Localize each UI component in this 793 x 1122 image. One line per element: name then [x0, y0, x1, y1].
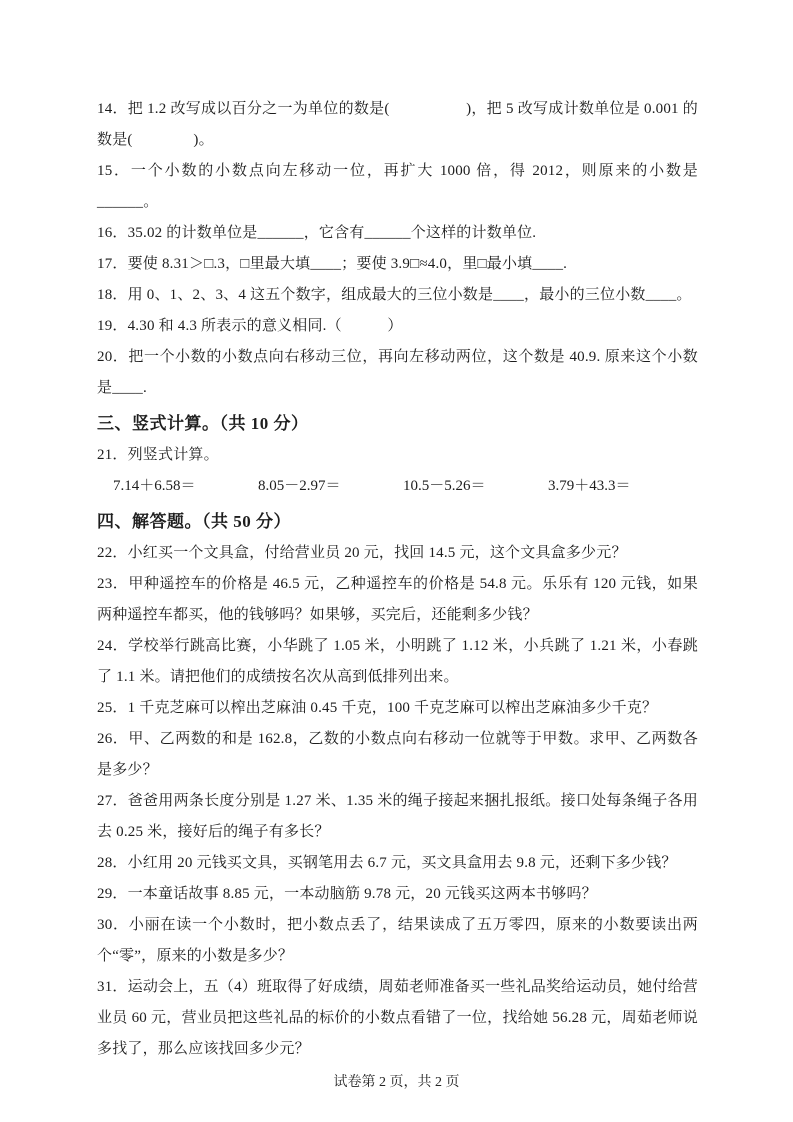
page-number-text: 试卷第 2 页，共 2 页 [333, 1075, 460, 1090]
question-29: 29．一本童话故事 8.85 元，一本动脑筋 9.78 元，20 元钱买这两本书够吗？ [97, 886, 597, 902]
question-15: 15．一个小数的小数点向左移动一位，再扩大 1000 倍，得 2012，则原来的小数是______。 [97, 163, 698, 210]
question-21: 21．列竖式计算。 [97, 447, 219, 463]
question-14: 14．把 1.2 改写成以百分之一为单位的数是( )，把 5 改写成计数单位是 0.001 的数是( )。 [97, 101, 698, 148]
question-19: 19．4.30 和 4.3 所表示的意义相同.（ ） [97, 318, 403, 334]
vertical-calculation-section [97, 408, 698, 502]
page-footer [0, 1072, 793, 1094]
question-27: 27．爸爸用两条长度分别是 1.27 米、1.35 米的绳子接起来捆扎报纸。接口处每条绳子各用去 0.25 米，接好后的绳子有多长？ [97, 793, 698, 840]
question-30: 30．小丽在读一个小数时，把小数点丢了，结果读成了五万零四，原来的小数要读出两个“零”，原来的小数是多少？ [97, 917, 698, 964]
equation-row [97, 471, 698, 502]
section-4-heading: 四、解答题。（共 50 分） [97, 512, 291, 531]
question-31: 31．运动会上，五（4）班取得了好成绩，周茹老师准备买一些礼品奖给运动员，她付给营业员 60 元，营业员把这些礼品的标价的小数点看错了一位，找给她 56.28 元，周茹老师说多找了，那么应该找回多少元？ [97, 979, 698, 1057]
question-17: 17．要使 8.31＞□.3，□里最大填____；要使 3.9□≈4.0，里□最小填____. [97, 256, 568, 272]
question-28: 28．小红用 20 元钱买文具，买钢笔用去 6.7 元，买文具盒用去 9.8 元，还剩下多少钱？ [97, 855, 677, 871]
question-23: 23．甲种遥控车的价格是 46.5 元，乙种遥控车的价格是 54.8 元。乐乐有 120 元钱，如果两种遥控车都买，他的钱够吗？如果够，买完后，还能剩多少钱？ [97, 576, 698, 623]
question-18: 18．用 0、1、2、3、4 这五个数字，组成最大的三位小数是____，最小的三位小数____。 [97, 287, 692, 303]
equation-3: 10.5－5.26＝ [403, 478, 486, 494]
question-22: 22．小红买一个文具盒，付给营业员 20 元，找回 14.5 元，这个文具盒多少元？ [97, 545, 627, 561]
question-20: 20．把一个小数的小数点向右移动三位，再向左移动两位，这个数是 40.9. 原来这个小数是____. [97, 349, 698, 396]
section-3-heading: 三、竖式计算。（共 10 分） [97, 414, 309, 433]
question-25: 25．1 千克芝麻可以榨出芝麻油 0.45 千克，100 千克芝麻可以榨出芝麻油多少千克？ [97, 700, 658, 716]
exam-content [97, 94, 698, 1065]
equation-1: 7.14＋6.58＝ [113, 478, 196, 494]
question-16: 16．35.02 的计数单位是______，它含有______个这样的计数单位. [97, 225, 537, 241]
question-26: 26．甲、乙两数的和是 162.8，乙数的小数点向右移动一位就等于甲数。求甲、乙两数各是多少？ [97, 731, 698, 778]
equation-4: 3.79＋43.3＝ [548, 478, 631, 494]
fill-in-blank-section [97, 94, 698, 404]
equation-2: 8.05－2.97＝ [258, 478, 341, 494]
question-24: 24．学校举行跳高比赛，小华跳了 1.05 米，小明跳了 1.12 米，小兵跳了 1.21 米，小春跳了 1.1 米。请把他们的成绩按名次从高到低排列出来。 [97, 638, 698, 685]
word-problem-section [97, 506, 698, 1065]
